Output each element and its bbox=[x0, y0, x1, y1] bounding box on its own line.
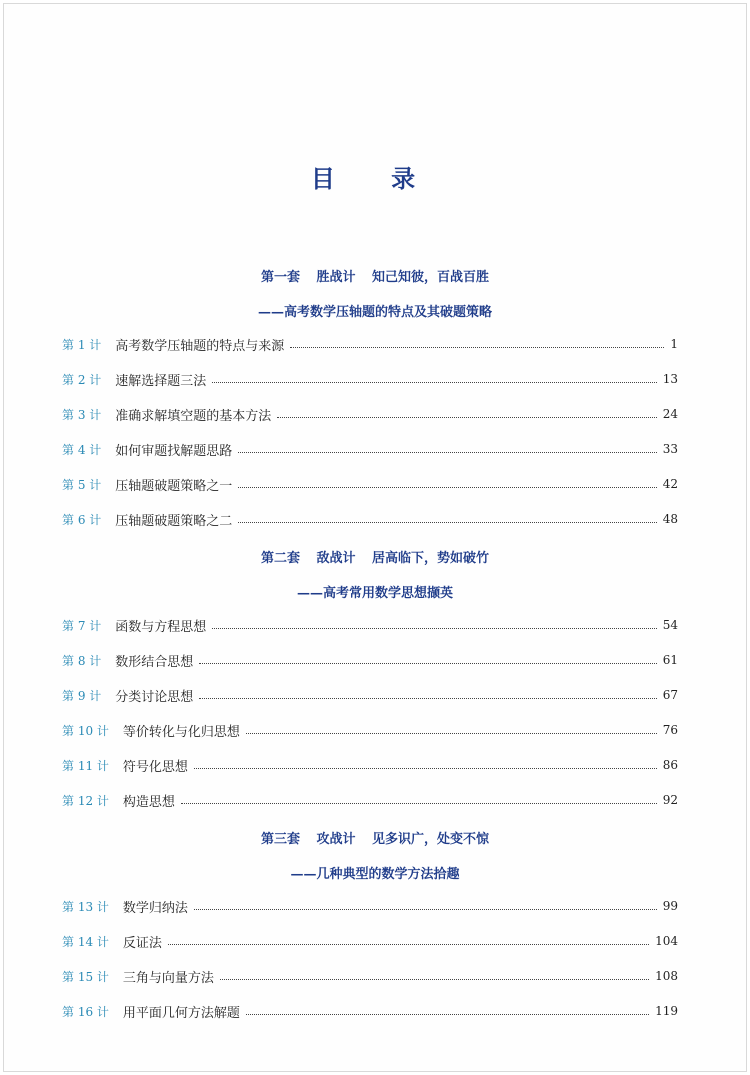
set-strategy: 胜战计 bbox=[316, 270, 356, 285]
dot-leader bbox=[194, 909, 657, 910]
entry-number: 第 7 计 bbox=[62, 618, 102, 633]
entry-page: 108 bbox=[655, 969, 678, 983]
set-motto: 居高临下，势如破竹 bbox=[372, 551, 490, 566]
dot-leader bbox=[277, 417, 656, 418]
entry-page: 54 bbox=[662, 618, 678, 632]
entry-page: 61 bbox=[662, 653, 678, 667]
toc-entry[interactable] bbox=[62, 755, 678, 775]
toc-entry[interactable] bbox=[62, 896, 678, 916]
toc-entry[interactable] bbox=[62, 369, 678, 389]
book-page bbox=[3, 3, 747, 1072]
entry-title: 等价转化与化归思想 bbox=[122, 724, 240, 740]
entry-number: 第 3 计 bbox=[62, 407, 102, 422]
toc-entry[interactable] bbox=[62, 334, 678, 354]
set-heading bbox=[4, 828, 746, 847]
entry-title: 构造思想 bbox=[122, 794, 175, 810]
dot-leader bbox=[238, 522, 656, 523]
entry-title: 如何审题找解题思路 bbox=[115, 443, 233, 459]
entry-number: 第 9 计 bbox=[62, 688, 102, 703]
dot-leader bbox=[199, 663, 656, 664]
entry-number: 第 10 计 bbox=[62, 723, 109, 738]
entry-page: 67 bbox=[662, 688, 678, 702]
entry-title: 速解选择题三法 bbox=[115, 373, 207, 389]
dot-leader bbox=[194, 768, 657, 769]
set-strategy: 攻战计 bbox=[316, 832, 356, 847]
set-label: 第二套 bbox=[260, 551, 300, 566]
entry-number: 第 2 计 bbox=[62, 372, 102, 387]
entry-number: 第 15 计 bbox=[62, 969, 109, 984]
entry-title: 分类讨论思想 bbox=[115, 689, 194, 705]
entry-title: 数学归纳法 bbox=[122, 900, 188, 916]
entry-page: 104 bbox=[655, 934, 678, 948]
entry-page: 24 bbox=[662, 407, 678, 421]
entry-number: 第 13 计 bbox=[62, 899, 109, 914]
set-label: 第一套 bbox=[260, 270, 300, 285]
dot-leader bbox=[212, 382, 656, 383]
entry-page: 1 bbox=[670, 337, 678, 351]
dot-leader bbox=[212, 628, 656, 629]
entry-page: 76 bbox=[662, 723, 678, 737]
dot-leader bbox=[181, 803, 657, 804]
dot-leader bbox=[238, 452, 656, 453]
entry-number: 第 11 计 bbox=[62, 758, 109, 773]
dot-leader bbox=[238, 487, 656, 488]
dot-leader bbox=[220, 979, 649, 980]
entry-number: 第 14 计 bbox=[62, 934, 109, 949]
entry-page: 86 bbox=[662, 758, 678, 772]
entry-number: 第 1 计 bbox=[62, 337, 102, 352]
entry-title: 用平面几何方法解题 bbox=[122, 1005, 240, 1021]
entry-number: 第 8 计 bbox=[62, 653, 102, 668]
dot-leader bbox=[246, 1014, 649, 1015]
entry-page: 119 bbox=[655, 1004, 678, 1018]
entry-page: 99 bbox=[662, 899, 678, 913]
toc-entry[interactable] bbox=[62, 615, 678, 635]
dot-leader bbox=[290, 347, 664, 348]
set-motto: 知己知彼，百战百胜 bbox=[372, 270, 490, 285]
set-heading bbox=[4, 547, 746, 566]
set-subtitle: ——几种典型的数学方法拾趣 bbox=[290, 867, 460, 882]
entry-title: 函数与方程思想 bbox=[115, 619, 207, 635]
toc-entry[interactable] bbox=[62, 439, 678, 459]
entry-number: 第 12 计 bbox=[62, 793, 109, 808]
toc-entry[interactable] bbox=[62, 790, 678, 810]
toc-entry[interactable] bbox=[62, 404, 678, 424]
set-label: 第三套 bbox=[260, 832, 300, 847]
entry-title: 三角与向量方法 bbox=[122, 970, 214, 986]
dot-leader bbox=[168, 944, 649, 945]
entry-title: 反证法 bbox=[122, 935, 162, 951]
toc-entry[interactable] bbox=[62, 1001, 678, 1021]
toc-entry[interactable] bbox=[62, 685, 678, 705]
set-strategy: 敌战计 bbox=[316, 551, 356, 566]
set-motto: 见多识广，处变不惊 bbox=[372, 832, 490, 847]
page-title: 目 录 bbox=[310, 164, 440, 193]
entry-page: 92 bbox=[662, 793, 678, 807]
entry-title: 符号化思想 bbox=[122, 759, 188, 775]
entry-number: 第 5 计 bbox=[62, 477, 102, 492]
dot-leader bbox=[199, 698, 656, 699]
toc-entry[interactable] bbox=[62, 509, 678, 529]
entry-page: 13 bbox=[662, 372, 678, 386]
entry-number: 第 4 计 bbox=[62, 442, 102, 457]
entry-number: 第 16 计 bbox=[62, 1004, 109, 1019]
set-subtitle: ——高考数学压轴题的特点及其破题策略 bbox=[257, 305, 492, 320]
entry-page: 33 bbox=[662, 442, 678, 456]
toc-entry[interactable] bbox=[62, 650, 678, 670]
toc-entry[interactable] bbox=[62, 966, 678, 986]
entry-number: 第 6 计 bbox=[62, 512, 102, 527]
toc-entry[interactable] bbox=[62, 720, 678, 740]
toc-entry[interactable] bbox=[62, 474, 678, 494]
entry-page: 42 bbox=[662, 477, 678, 491]
toc-entry[interactable] bbox=[62, 931, 678, 951]
entry-title: 压轴题破题策略之一 bbox=[115, 478, 233, 494]
entry-title: 数形结合思想 bbox=[115, 654, 194, 670]
entry-title: 准确求解填空题的基本方法 bbox=[115, 408, 272, 424]
entry-title: 压轴题破题策略之二 bbox=[115, 513, 233, 529]
set-subtitle: ——高考常用数学思想撷英 bbox=[296, 586, 453, 601]
entry-page: 48 bbox=[662, 512, 678, 526]
dot-leader bbox=[246, 733, 657, 734]
entry-title: 高考数学压轴题的特点与来源 bbox=[115, 338, 285, 354]
set-heading bbox=[4, 266, 746, 285]
